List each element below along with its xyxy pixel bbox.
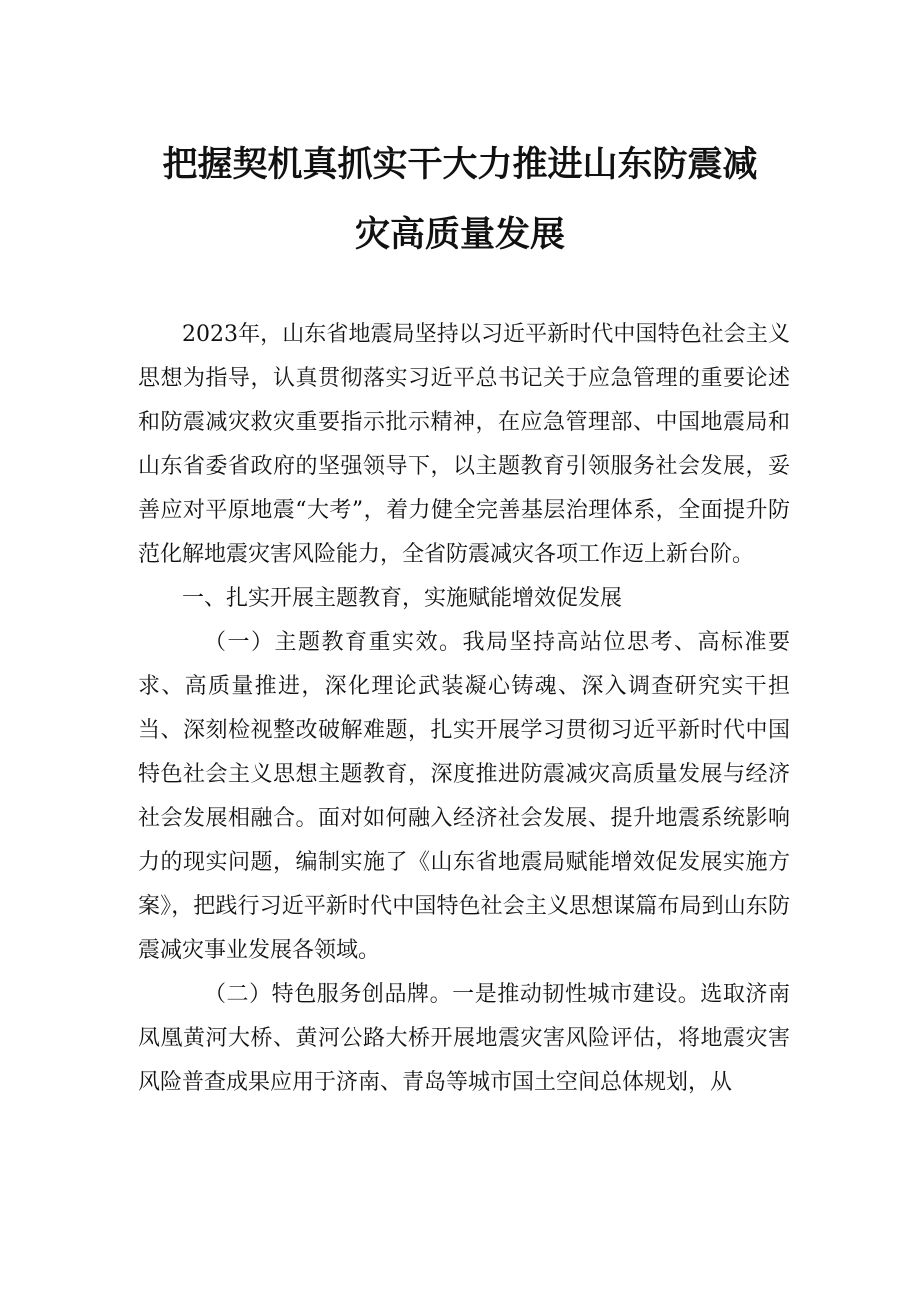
section-heading-1: 一、扎实开展主题教育，实施赋能增效促发展	[182, 586, 623, 611]
subsection-paragraph-2: （二）特色服务创品牌。一是推动韧性城市建设。选取济南凤凰黄河大桥、黄河公路大桥开展地震灾害风险评估，将地震灾害风险普查成果应用于济南、青岛等城市国土空间总体规划，从	[138, 982, 790, 1095]
subsection-paragraph-1: （一）主题教育重实效。我局坚持高站位思考、高标准要求、高质量推进，深化理论武装凝心铸魂、深入调查研究实干担当、深刻检视整改破解难题，扎实开展学习贯彻习近平新时代中国特色社会主义思想主题教育，深度推进防震减灾高质量发展与经济社会发展相融合。面对如何融入经济社会发展、提升地震系统影响力的现实问题，编制实施了《山东省地震局赋能增效促发展实施方案》，把践行习近平新时代中国特色社会主义思想谋篇布局到山东防震减灾事业发展各领域。	[138, 630, 790, 963]
intro-paragraph: 2023年，山东省地震局坚持以习近平新时代中国特色社会主义思想为指导，认真贯彻落实习近平总书记关于应急管理的重要论述和防震减灾救灾重要指示批示精神，在应急管理部、中国地震局和山东省委省政府的坚强领导下，以主题教育引领服务社会发展，妥善应对平原地震“大考”，着力健全完善基层治理体系，全面提升防范化解地震灾害风险能力，全省防震减灾各项工作迈上新台阶。	[138, 322, 790, 567]
document-title-line-2: 灾高质量发展	[354, 215, 565, 255]
document-title-line-1: 把握契机真抓实干大力推进山东防震减	[162, 145, 758, 185]
document-body	[138, 313, 790, 1105]
